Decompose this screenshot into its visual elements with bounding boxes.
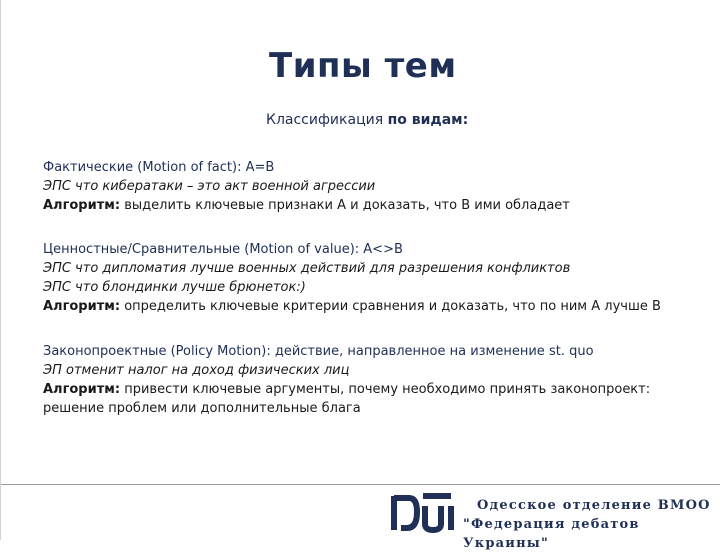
section-example: ЭП отменит налог на доход физических лиц [43,363,350,378]
organization-name [463,496,718,553]
section-algorithm [43,196,693,215]
section-example: ЭПС что блондинки лучше брюнеток:) [43,280,306,295]
algorithm-label: Алгоритм: [43,198,121,213]
algorithm-text: выделить ключевые признаки А и доказать, что В ими обладает [120,198,570,213]
section-algorithm [43,380,693,418]
section-heading: Ценностные/Сравнительные (Motion of value): А<>В [43,242,403,257]
subtitle-bold: по видам: [387,112,469,128]
algorithm-label: Алгоритм: [43,299,121,314]
algorithm-text: привести ключевые аргументы, почему необходимо принять законопроект: решение проблем или дополнительные блага [43,382,651,416]
footer-divider [1,484,720,485]
slide-title: Типы тем [269,46,457,86]
section-example: ЭПС что кибератаки – это акт военной агрессии [43,179,376,194]
subtitle-prefix: Классификация [266,112,388,128]
section-heading: Законопроектные (Policy Motion): действие, направленное на изменение st. quo [43,344,594,359]
slide-subtitle [266,112,468,128]
section-heading: Фактические (Motion of fact): А=В [43,160,275,175]
algorithm-text: определить ключевые критерии сравнения и доказать, что по ним А лучше В [120,299,661,314]
algorithm-label: Алгоритм: [43,382,121,397]
section-policy [43,342,693,418]
section-algorithm [43,297,693,316]
section-fact [43,158,693,215]
org-line-2: "Федерация дебатов Украины" [463,517,640,551]
fdu-logo-icon [389,492,459,534]
section-value [43,240,693,316]
org-line-1: Одесское отделение ВМОО [477,498,711,513]
section-example: ЭПС что дипломатия лучше военных действий для разрешения конфликтов [43,261,571,276]
